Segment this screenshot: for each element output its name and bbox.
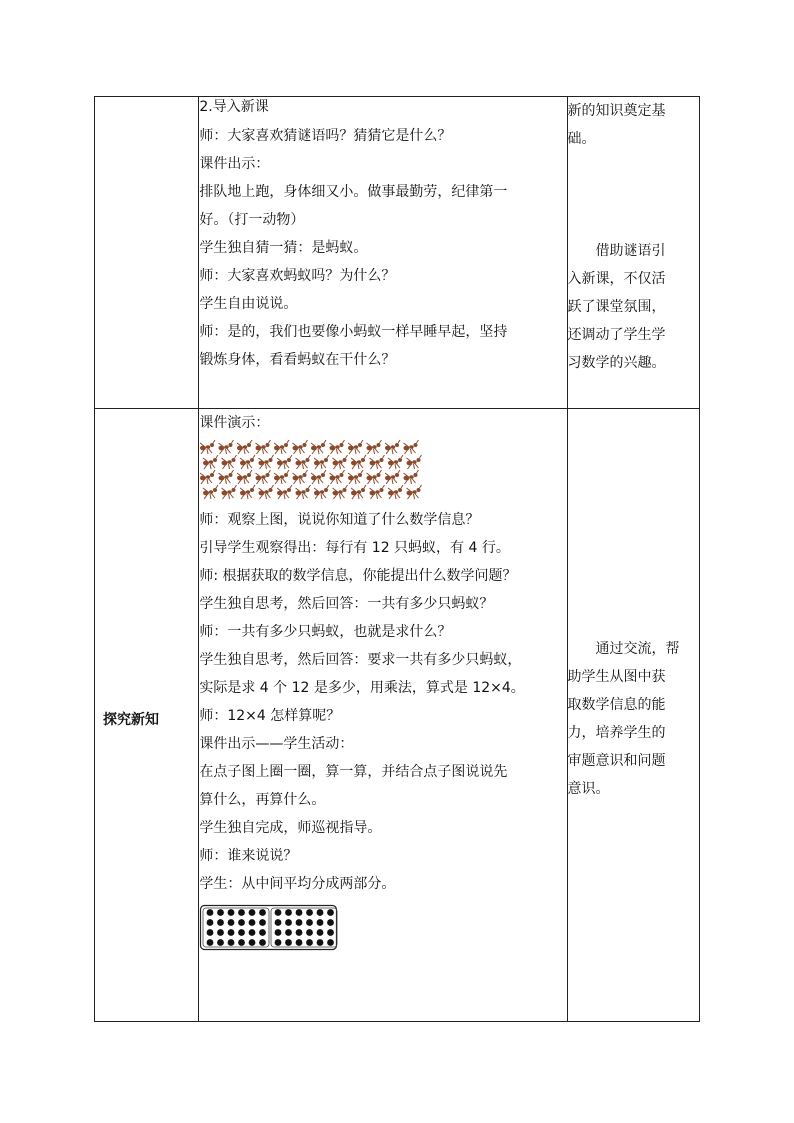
text-line: 学生独自完成，师巡视指导。 <box>199 820 382 836</box>
text-line: 师：12×4 怎样算呢？ <box>199 708 341 724</box>
dot <box>217 939 224 946</box>
ant-icon <box>240 455 255 469</box>
text-line: 师：是的，我们也要像小蚂蚁一样早睡早起，坚持 <box>199 324 508 340</box>
ant-icon <box>370 485 385 499</box>
dot <box>228 909 235 916</box>
ant-icon <box>311 440 326 454</box>
text-line: 在点子图上圈一圈，算一算，并结合点子图说说先 <box>199 764 508 780</box>
dot <box>275 919 282 926</box>
dot <box>317 939 324 946</box>
text-line: 学生独自思考，然后回答：要求一共有多少只蚂蚁， <box>199 652 522 668</box>
ant-icon <box>407 455 422 469</box>
text-line: 学生：从中间平均分成两部分。 <box>199 876 396 892</box>
dot <box>285 909 292 916</box>
ant-icon <box>333 485 348 499</box>
ants-figure <box>199 440 429 504</box>
ant-icon <box>348 470 363 484</box>
dot <box>217 919 224 926</box>
text-line: 实际是求 4 个 12 是多少，用乘法，算式是 12×4。 <box>199 680 525 696</box>
table-row-intro <box>95 97 700 409</box>
dot <box>228 919 235 926</box>
dot <box>217 929 224 936</box>
text-line: 课件演示： <box>199 415 270 431</box>
ant-icon <box>203 455 218 469</box>
dot <box>249 909 256 916</box>
design-note-cell-explore <box>567 409 699 1022</box>
ant-icon <box>330 440 345 454</box>
ant-icon <box>200 440 215 454</box>
text-line: 排队地上跑，身体细又小。做事最勤劳，纪律第一 <box>199 184 508 200</box>
dot <box>228 929 235 936</box>
dot <box>217 909 224 916</box>
text-line: 学生独自思考，然后回答：一共有多少只蚂蚁？ <box>199 596 494 612</box>
ant-icon <box>256 470 271 484</box>
ant-icon <box>314 455 329 469</box>
ant-icon <box>388 455 403 469</box>
dot <box>207 929 214 936</box>
section-heading: 2.导入新课 <box>199 99 269 115</box>
text-line: 锻炼身体，看看蚂蚁在干什么？ <box>199 352 396 368</box>
ant-icon <box>311 470 326 484</box>
dot <box>296 929 303 936</box>
text-line: 师：一共有多少只蚂蚁，也就是求什么？ <box>199 624 452 640</box>
ant-icon <box>219 470 234 484</box>
ant-icon <box>274 440 289 454</box>
note-line: 通过交流，帮 <box>595 641 680 657</box>
note-line: 力，培养学生的 <box>567 725 666 741</box>
dot <box>275 939 282 946</box>
ant-icon <box>348 440 363 454</box>
ant-icon <box>219 440 234 454</box>
dot-array-figure <box>199 904 339 952</box>
note-line: 意识。 <box>567 781 610 797</box>
ant-icon <box>333 455 348 469</box>
dot <box>249 919 256 926</box>
ant-icon <box>277 455 292 469</box>
dot <box>249 929 256 936</box>
dot <box>238 939 245 946</box>
note-line: 取数学信息的能 <box>567 697 666 713</box>
dot <box>306 919 313 926</box>
dot <box>317 909 324 916</box>
lesson-plan-table <box>94 96 700 1022</box>
text-line: 好。（打一动物） <box>199 212 305 228</box>
note-line: 跃了课堂氛围， <box>567 299 666 315</box>
text-line: 师：大家喜欢蚂蚁吗？为什么？ <box>199 268 396 284</box>
ant-icon <box>367 440 382 454</box>
ant-icon <box>293 440 308 454</box>
dot <box>285 929 292 936</box>
ant-icon <box>240 485 255 499</box>
dot <box>296 939 303 946</box>
ant-icon <box>222 455 237 469</box>
dot <box>296 919 303 926</box>
dot <box>285 919 292 926</box>
dot <box>285 939 292 946</box>
text-line: 课件出示： <box>199 156 270 172</box>
ant-icon <box>407 485 422 499</box>
stage-label: 探究新知 <box>103 712 159 728</box>
note-line: 新的知识奠定基 <box>567 103 666 119</box>
ant-icon <box>370 455 385 469</box>
ant-icon <box>277 485 292 499</box>
ant-icon <box>237 440 252 454</box>
dot <box>207 919 214 926</box>
ant-icon <box>351 485 366 499</box>
dot <box>306 929 313 936</box>
dot <box>238 909 245 916</box>
dot <box>306 909 313 916</box>
stage-cell-explore <box>95 409 199 1022</box>
dot <box>306 939 313 946</box>
ant-icon <box>351 455 366 469</box>
ant-icon <box>330 470 345 484</box>
process-cell-intro <box>199 97 567 409</box>
note-line: 还调动了学生学 <box>567 327 666 343</box>
note-line: 借助谜语引 <box>595 243 666 259</box>
ant-icon <box>404 440 419 454</box>
dot <box>327 919 334 926</box>
stage-cell-empty <box>95 97 199 409</box>
text-line: 师：观察上图，说说你知道了什么数学信息？ <box>199 512 480 528</box>
ant-icon <box>388 485 403 499</box>
dot <box>207 939 214 946</box>
ant-icon <box>222 485 237 499</box>
text-line: 课件出示——学生活动： <box>199 736 354 752</box>
dot <box>275 909 282 916</box>
note-line: 助学生从图中获 <box>567 669 666 685</box>
ant-icon <box>237 470 252 484</box>
text-line: 学生自由说说。 <box>199 296 298 312</box>
note-line: 础。 <box>567 131 596 147</box>
dot <box>296 909 303 916</box>
dot <box>327 929 334 936</box>
dot <box>259 939 266 946</box>
ant-icon <box>314 485 329 499</box>
note-line: 审题意识和问题 <box>567 753 666 769</box>
dot <box>249 939 256 946</box>
dot <box>317 919 324 926</box>
dot <box>238 919 245 926</box>
ant-icon <box>296 455 311 469</box>
text-line: 学生独自猜一猜：是蚂蚁。 <box>199 240 368 256</box>
ant-icon <box>293 470 308 484</box>
note-line: 入新课，不仅活 <box>567 271 666 287</box>
dot <box>317 929 324 936</box>
ant-icon <box>274 470 289 484</box>
dot <box>259 909 266 916</box>
dot <box>228 939 235 946</box>
table-row-explore <box>95 409 700 1022</box>
ant-icon <box>385 470 400 484</box>
ant-icon <box>200 470 215 484</box>
note-line: 习数学的兴趣。 <box>567 355 666 371</box>
dot <box>259 919 266 926</box>
dot <box>327 909 334 916</box>
ant-icon <box>259 455 274 469</box>
dot <box>207 909 214 916</box>
ant-icon <box>404 470 419 484</box>
dot <box>238 929 245 936</box>
dot <box>259 929 266 936</box>
process-cell-explore <box>199 409 567 1022</box>
text-line: 师：大家喜欢猜谜语吗？猜猜它是什么？ <box>199 128 452 144</box>
ant-icon <box>203 485 218 499</box>
ant-icon <box>259 485 274 499</box>
ant-icon <box>367 470 382 484</box>
text-line: 算什么，再算什么。 <box>199 792 326 808</box>
dot <box>275 929 282 936</box>
ant-icon <box>296 485 311 499</box>
ant-icon <box>256 440 271 454</box>
dot <box>327 939 334 946</box>
text-line: 师：谁来说说？ <box>199 848 298 864</box>
text-line: 师: 根据获取的数学信息，你能提出什么数学问题？ <box>199 568 517 584</box>
ant-icon <box>385 440 400 454</box>
design-note-cell-intro <box>567 97 699 409</box>
text-line: 引导学生观察得出：每行有 12 只蚂蚁，有 4 行。 <box>199 540 510 556</box>
